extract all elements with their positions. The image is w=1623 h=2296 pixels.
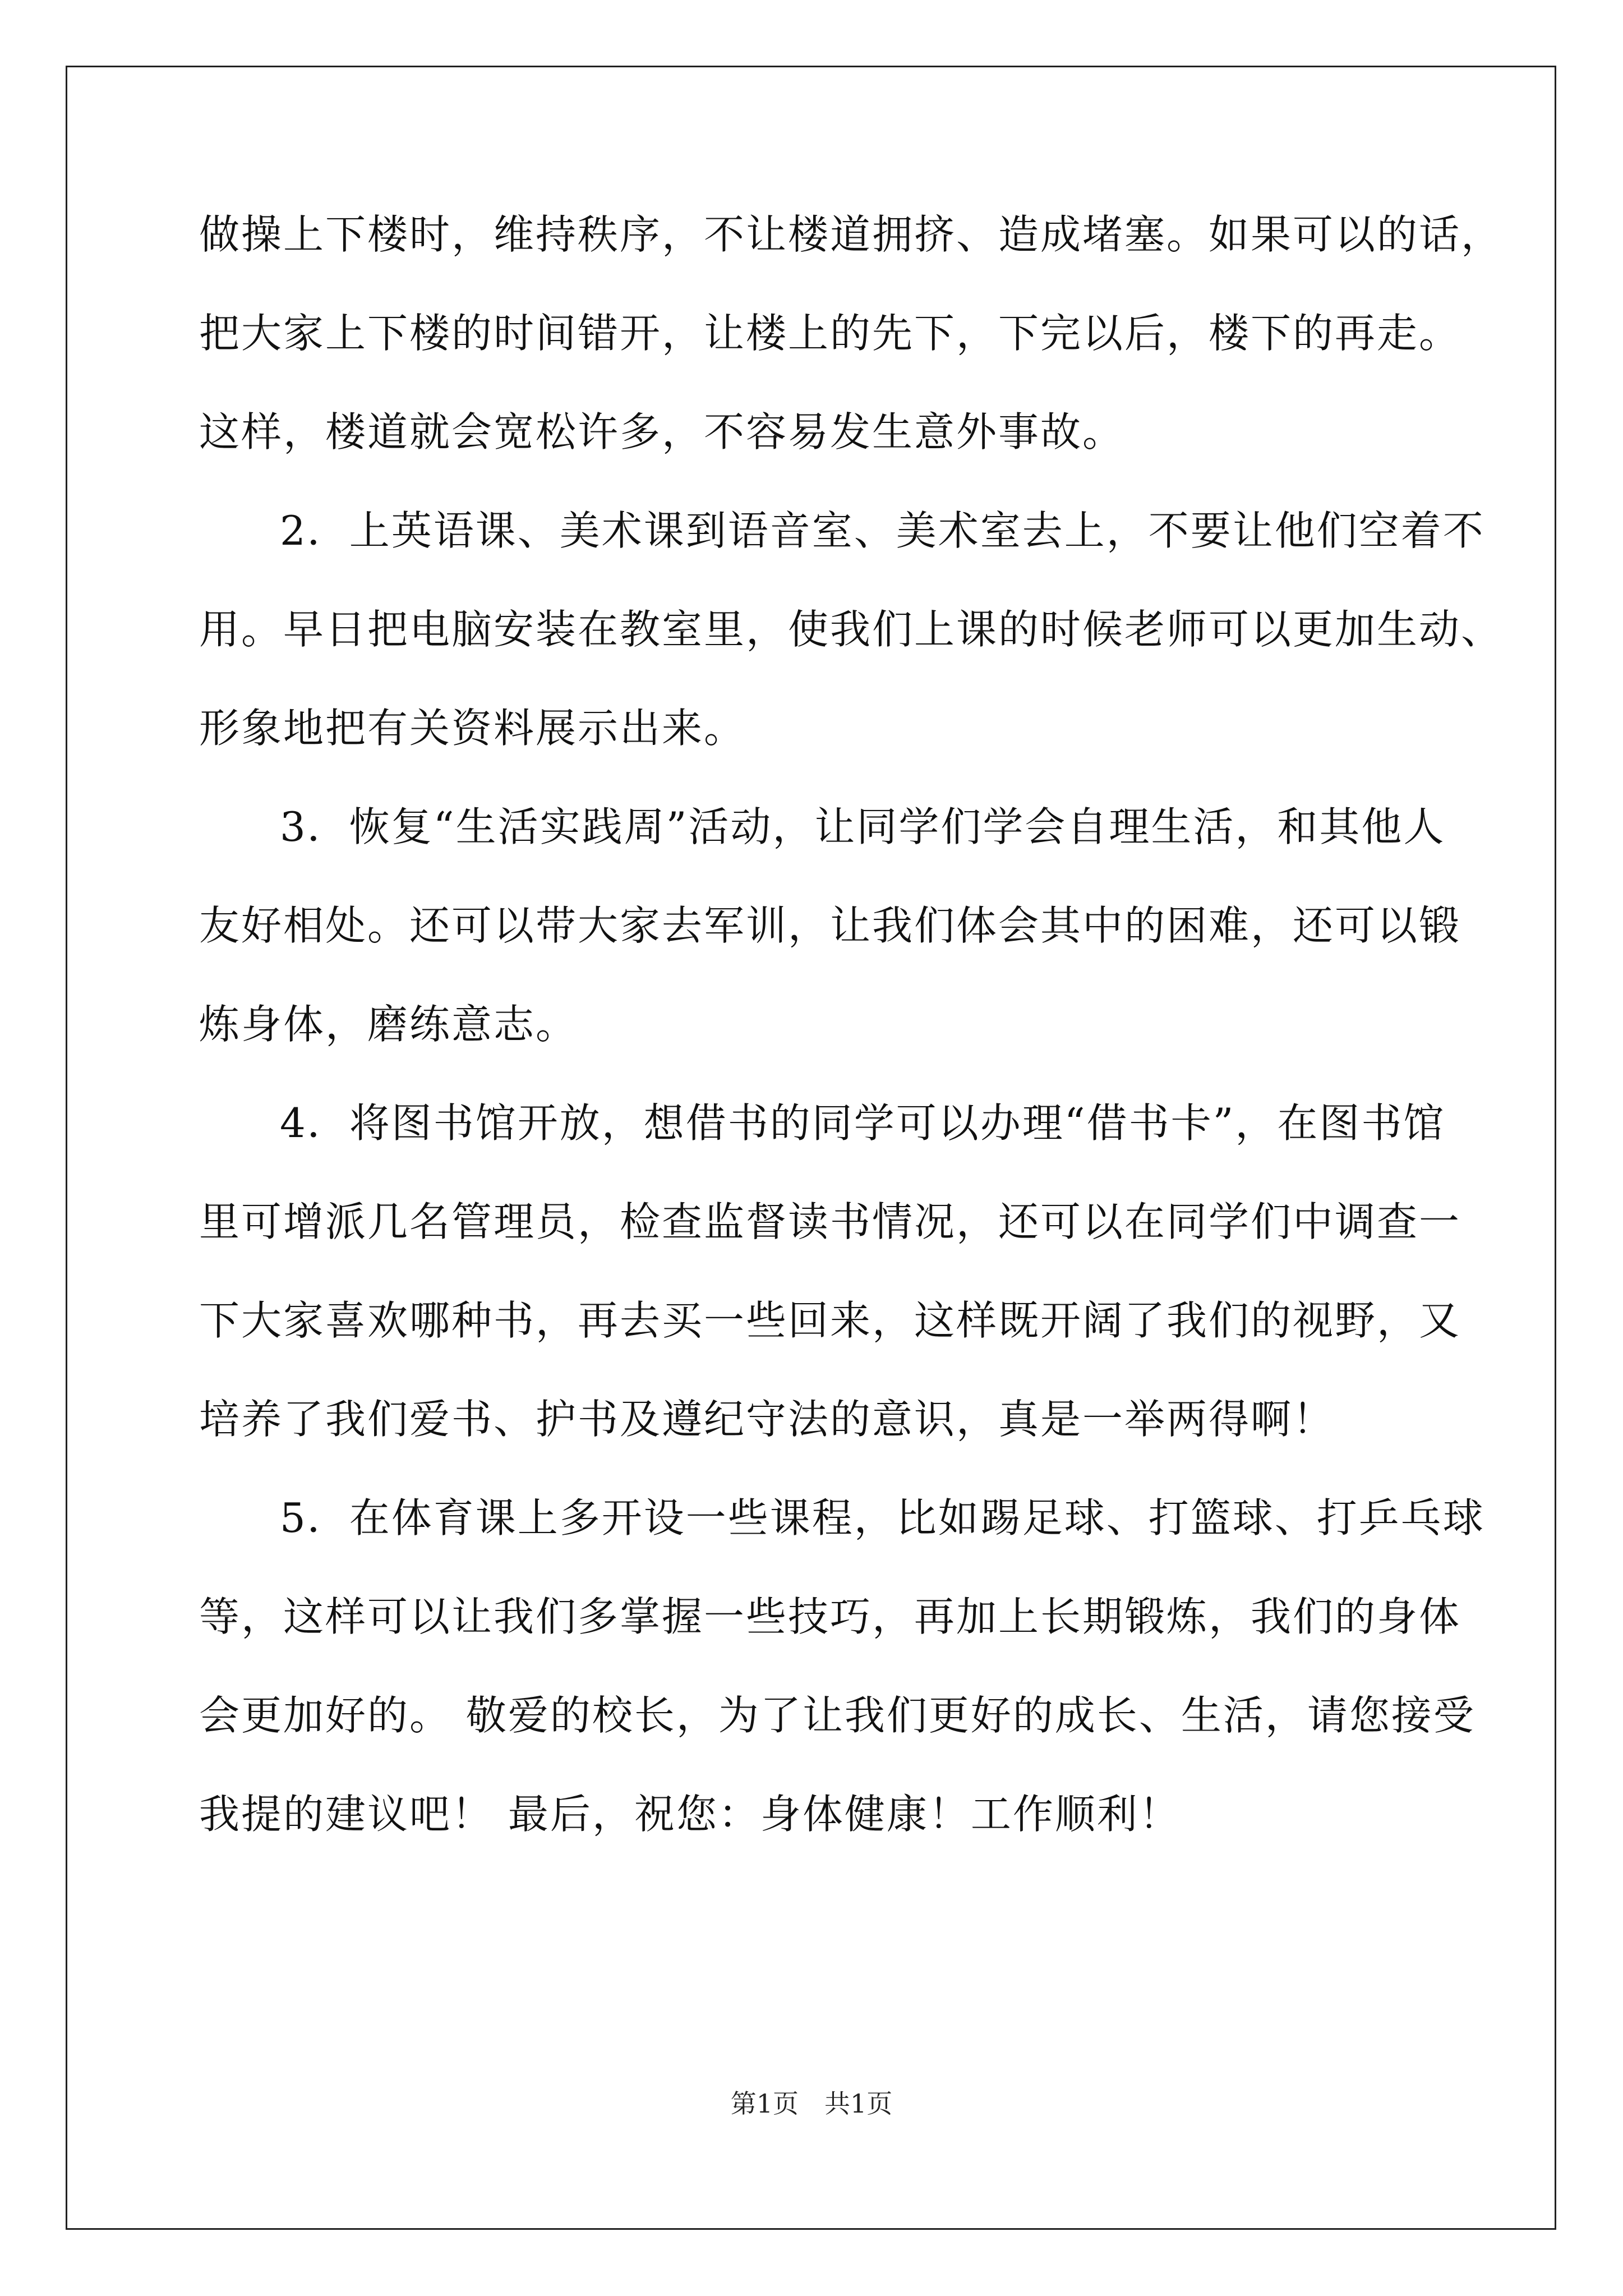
text-line: 把大家上下楼的时间错开，让楼上的先下，下完以后，楼下的再走。: [199, 310, 1461, 357]
text-line: 4．将图书馆开放，想借书的同学可以办理“借书卡”，在图书馆: [280, 1099, 1446, 1147]
text-line: 下大家喜欢哪种书，再去买一些回来，这样既开阔了我们的视野，又: [199, 1297, 1461, 1344]
text-line: 做操上下楼时，维持秩序，不让楼道拥挤、造成堵塞。如果可以的话，: [199, 211, 1504, 258]
text-line: 形象地把有关资料展示出来。: [199, 705, 746, 752]
text-line: 3．恢复“生活实践周”活动，让同学们学会自理生活，和其他人: [280, 803, 1446, 850]
text-line: 会更加好的。 敬爱的校长，为了让我们更好的成长、生活，请您接受: [199, 1692, 1476, 1739]
text-line: 5．在体育课上多开设一些课程，比如踢足球、打篮球、打乒乓球: [280, 1494, 1485, 1542]
text-line: 培养了我们爱书、护书及遵纪守法的意识，真是一举两得啊！: [199, 1396, 1335, 1443]
text-line: 里可增派几名管理员，检查监督读书情况，还可以在同学们中调查一: [199, 1198, 1461, 1245]
page-number-footer: 第1页 共1页: [730, 2088, 893, 2119]
text-line: 这样，楼道就会宽松许多，不容易发生意外事故。: [199, 408, 1125, 455]
text-line: 等，这样可以让我们多掌握一些技巧，再加上长期锻炼，我们的身体: [199, 1593, 1461, 1640]
text-line: 我提的建议吧！ 最后，祝您：身体健康！工作顺利！: [199, 1791, 1181, 1838]
text-line: 用。早日把电脑安装在教室里，使我们上课的时候老师可以更加生动、: [199, 606, 1504, 653]
text-line: 友好相处。还可以带大家去军训，让我们体会其中的困难，还可以锻: [199, 902, 1461, 949]
text-line: 2．上英语课、美术课到语音室、美术室去上，不要让他们空着不: [280, 507, 1485, 554]
text-line: 炼身体，磨练意志。: [199, 1001, 578, 1048]
